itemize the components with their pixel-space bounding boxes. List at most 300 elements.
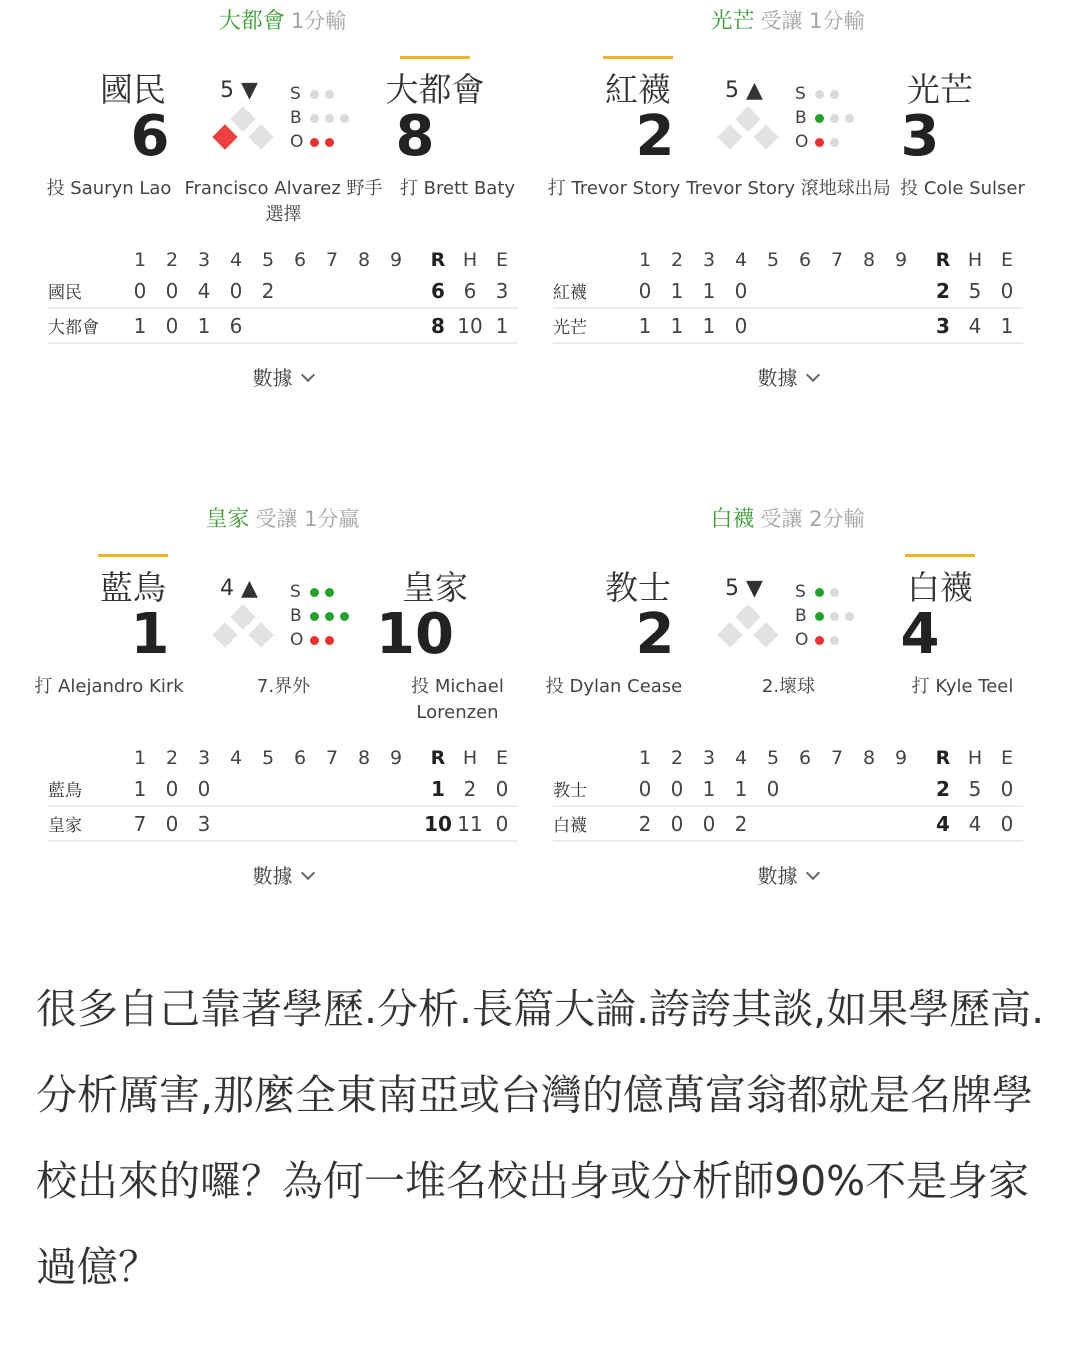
- inning-number: 8: [357, 249, 371, 271]
- count-dot: [830, 636, 839, 645]
- inning-score: 0: [220, 274, 252, 308]
- count-dot: [845, 114, 854, 123]
- inning-number: 7: [325, 747, 339, 769]
- runs: 4: [927, 806, 959, 841]
- batting-indicator: [603, 56, 673, 59]
- bases-diamond: [713, 606, 783, 656]
- linescore-row: [48, 308, 518, 343]
- inning-score: 6: [220, 308, 252, 343]
- half-inning-icon: ▲: [746, 78, 763, 103]
- errors: 0: [991, 274, 1023, 308]
- count-display: [290, 580, 355, 652]
- linescore-header: [553, 744, 1023, 772]
- inning-score: 0: [188, 772, 220, 806]
- count-dot: [830, 612, 839, 621]
- row-team: 紅襪: [553, 274, 629, 308]
- inning-number: 9: [389, 249, 403, 271]
- inning-score: [380, 772, 412, 806]
- inning-score: [380, 274, 412, 308]
- third-base: [717, 124, 742, 149]
- rhe-header: E: [495, 249, 508, 271]
- rhe-header: R: [935, 747, 951, 769]
- inning-number: 3: [702, 747, 716, 769]
- rhe-header: R: [430, 747, 446, 769]
- home-score: 10: [376, 602, 454, 667]
- linescore-row: [553, 274, 1023, 308]
- inning-score: 0: [693, 806, 725, 841]
- inning-number: 5: [261, 747, 275, 769]
- rhe-header: R: [935, 249, 951, 271]
- inning-score: [220, 806, 252, 841]
- out-dots: [815, 130, 845, 154]
- inning-score: [885, 274, 917, 308]
- game-header: [30, 4, 535, 35]
- linescore-row: [48, 806, 518, 841]
- count-dot: [830, 588, 839, 597]
- first-base: [248, 124, 273, 149]
- inning-number: 2: [165, 249, 179, 271]
- hits: 11: [454, 806, 486, 841]
- errors: 1: [991, 308, 1023, 343]
- balls-row: B: [795, 604, 860, 628]
- inning-score: 1: [124, 308, 156, 343]
- count-dot: [830, 90, 839, 99]
- count-display: [290, 82, 355, 154]
- row-team: 國民: [48, 274, 124, 308]
- inning-number: 3: [702, 249, 716, 271]
- rhe-header: H: [967, 249, 983, 271]
- third-base: [212, 622, 237, 647]
- count-dot: [310, 90, 319, 99]
- inning-score: 7: [124, 806, 156, 841]
- game-header: [535, 502, 1040, 533]
- bases-diamond: [208, 108, 278, 158]
- half-inning-icon: ▼: [241, 78, 258, 103]
- rhe-header: H: [967, 747, 983, 769]
- inning-score: [789, 274, 821, 308]
- inning-score: [316, 806, 348, 841]
- inning-number: 5: [220, 78, 234, 103]
- inning-score: 0: [661, 772, 693, 806]
- ball-dots: [815, 106, 860, 130]
- count-dot: [325, 588, 334, 597]
- right-player-info: 打 Kyle Teel: [911, 676, 1014, 697]
- inning-score: [316, 308, 348, 343]
- inning-score: 1: [693, 772, 725, 806]
- play-description: 7.界外: [256, 676, 311, 697]
- inning-score: 0: [156, 806, 188, 841]
- inning-indicator: [220, 78, 258, 103]
- errors: 0: [991, 806, 1023, 841]
- inning-number: 5: [766, 747, 780, 769]
- count-dot: [325, 138, 334, 147]
- inning-score: 0: [156, 308, 188, 343]
- rhe-header: H: [462, 747, 478, 769]
- right-player-info: 打 Brett Baty: [399, 178, 516, 199]
- inning-score: [316, 772, 348, 806]
- inning-score: [348, 308, 380, 343]
- rhe-header: E: [1000, 747, 1013, 769]
- bases-diamond: [713, 108, 783, 158]
- inning-score: [348, 274, 380, 308]
- second-base: [230, 604, 255, 629]
- balls-row: B: [795, 106, 860, 130]
- inning-score: [220, 772, 252, 806]
- count-dot: [310, 138, 319, 147]
- inning-score: [380, 806, 412, 841]
- inning-score: 0: [156, 772, 188, 806]
- inning-number: 5: [725, 576, 739, 601]
- away-team-name: 教士: [605, 568, 671, 607]
- left-player-info: 打 Alejandro Kirk: [34, 676, 184, 697]
- inning-number: 1: [133, 747, 147, 769]
- inning-score: 1: [661, 274, 693, 308]
- balls-row: B: [290, 604, 355, 628]
- home-score: 4: [900, 602, 940, 667]
- count-dot: [830, 138, 839, 147]
- count-dot: [325, 612, 334, 621]
- inning-indicator: [220, 576, 258, 601]
- inning-number: 3: [197, 747, 211, 769]
- header-team: 皇家: [205, 507, 250, 532]
- inning-score: [885, 806, 917, 841]
- inning-number: 8: [862, 249, 876, 271]
- outs-row: O: [290, 628, 355, 652]
- count-dot: [340, 612, 349, 621]
- away-score: 6: [130, 104, 170, 169]
- third-base: [212, 124, 237, 149]
- inning-score: [853, 806, 885, 841]
- inning-score: [284, 772, 316, 806]
- bases-diamond: [208, 606, 278, 656]
- inning-score: [757, 806, 789, 841]
- strike-dots: [310, 580, 340, 604]
- left-player-info: 投 Sauryn Lao: [46, 178, 172, 199]
- inning-score: 1: [693, 274, 725, 308]
- inning-number: 2: [670, 249, 684, 271]
- hits: 2: [454, 772, 486, 806]
- third-base: [717, 622, 742, 647]
- inning-score: 0: [661, 806, 693, 841]
- hits: 5: [959, 274, 991, 308]
- inning-score: 0: [725, 274, 757, 308]
- runs: 1: [422, 772, 454, 806]
- strikes-row: S: [795, 580, 860, 604]
- linescore-row: [553, 772, 1023, 806]
- hits: 4: [959, 806, 991, 841]
- inning-score: 0: [757, 772, 789, 806]
- inning-score: [821, 806, 853, 841]
- strikes-row: S: [795, 82, 860, 106]
- home-team-name: 大都會: [380, 64, 490, 111]
- away-team-name: 藍鳥: [78, 562, 188, 609]
- inning-score: [348, 772, 380, 806]
- play-description: 2.壞球: [761, 676, 816, 697]
- outs-row: O: [795, 628, 860, 652]
- inning-score: 3: [188, 806, 220, 841]
- count-dot: [815, 114, 824, 123]
- inning-score: 1: [629, 308, 661, 343]
- header-team: 光芒: [710, 9, 755, 34]
- count-dot: [815, 588, 824, 597]
- linescore-row: [553, 806, 1023, 841]
- first-base: [753, 124, 778, 149]
- inning-score: 1: [693, 308, 725, 343]
- inning-score: 2: [725, 806, 757, 841]
- game-card[interactable]: [30, 0, 535, 400]
- inning-number: 8: [357, 747, 371, 769]
- count-dot: [310, 636, 319, 645]
- hits: 10: [454, 308, 486, 343]
- hits: 4: [959, 308, 991, 343]
- game-card[interactable]: [30, 498, 535, 898]
- inning-score: [757, 308, 789, 343]
- inning-score: [757, 274, 789, 308]
- inning-number: 1: [638, 249, 652, 271]
- inning-number: 8: [862, 747, 876, 769]
- second-base: [735, 106, 760, 131]
- inning-number: 1: [133, 249, 147, 271]
- stats-toggle[interactable]: [30, 362, 535, 391]
- runs: 10: [422, 806, 454, 841]
- stats-label: 數據: [757, 366, 798, 390]
- runs: 8: [422, 308, 454, 343]
- row-team: 白襪: [553, 806, 629, 841]
- strike-dots: [815, 82, 845, 106]
- inning-score: 0: [124, 274, 156, 308]
- left-player-info: 打 Trevor Story: [547, 178, 681, 199]
- row-team: 教士: [553, 772, 629, 806]
- second-base: [230, 106, 255, 131]
- stats-toggle[interactable]: [535, 860, 1040, 889]
- rhe-header: E: [1000, 249, 1013, 271]
- inning-score: 0: [629, 772, 661, 806]
- inning-number: 5: [725, 78, 739, 103]
- inning-score: 1: [725, 772, 757, 806]
- inning-number: 9: [894, 747, 908, 769]
- first-base: [753, 622, 778, 647]
- inning-score: [853, 772, 885, 806]
- errors: 1: [486, 308, 518, 343]
- out-dots: [310, 628, 340, 652]
- inning-score: 0: [156, 274, 188, 308]
- inning-number: 2: [165, 747, 179, 769]
- inning-number: 7: [830, 747, 844, 769]
- inning-number: 5: [766, 249, 780, 271]
- strikes-row: S: [290, 82, 355, 106]
- inning-number: 6: [798, 249, 812, 271]
- ball-dots: [310, 106, 355, 130]
- linescore-row: [48, 274, 518, 308]
- outs-row: O: [290, 130, 355, 154]
- errors: 3: [486, 274, 518, 308]
- away-team-name: 紅襪: [583, 64, 693, 111]
- inning-score: 1: [661, 308, 693, 343]
- row-team: 皇家: [48, 806, 124, 841]
- away-score: 1: [130, 602, 170, 667]
- rhe-header: E: [495, 747, 508, 769]
- linescore-header: [48, 246, 518, 274]
- out-dots: [815, 628, 845, 652]
- right-player-info: 投 Cole Sulser: [900, 178, 1025, 199]
- inning-score: [284, 274, 316, 308]
- linescore-table: [553, 246, 1023, 344]
- inning-score: [380, 308, 412, 343]
- inning-indicator: [725, 576, 763, 601]
- first-base: [248, 622, 273, 647]
- inning-score: 0: [629, 274, 661, 308]
- linescore-header: [553, 246, 1023, 274]
- inning-score: [821, 308, 853, 343]
- inning-number: 9: [894, 249, 908, 271]
- second-base: [735, 604, 760, 629]
- runs: 6: [422, 274, 454, 308]
- inning-number: 5: [261, 249, 275, 271]
- strike-dots: [815, 580, 845, 604]
- linescore-table: [48, 744, 518, 842]
- count-dot: [310, 588, 319, 597]
- linescore-table: [48, 246, 518, 344]
- hits: 6: [454, 274, 486, 308]
- inning-number: 4: [229, 747, 243, 769]
- stats-toggle[interactable]: [535, 362, 1040, 391]
- inning-score: 1: [188, 308, 220, 343]
- inning-number: 9: [389, 747, 403, 769]
- count-dot: [815, 636, 824, 645]
- errors: 0: [486, 806, 518, 841]
- rhe-header: H: [462, 249, 478, 271]
- inning-number: 1: [638, 747, 652, 769]
- half-inning-icon: ▼: [746, 576, 763, 601]
- row-team: 光芒: [553, 308, 629, 343]
- stats-toggle[interactable]: [30, 860, 535, 889]
- inning-score: [252, 772, 284, 806]
- count-display: [795, 82, 860, 154]
- strikes-row: S: [290, 580, 355, 604]
- header-result: 1分輸: [290, 9, 347, 33]
- inning-score: [252, 308, 284, 343]
- stats-label: 數據: [757, 864, 798, 888]
- play-description: Francisco Alvarez 野手選擇: [184, 178, 383, 225]
- inning-score: 4: [188, 274, 220, 308]
- batting-indicator: [905, 554, 975, 557]
- inning-number: 4: [229, 249, 243, 271]
- linescore-row: [553, 308, 1023, 343]
- away-score: 2: [635, 602, 675, 667]
- stats-label: 數據: [252, 864, 293, 888]
- inning-number: 6: [293, 249, 307, 271]
- errors: 0: [991, 772, 1023, 806]
- inning-score: [821, 274, 853, 308]
- inning-number: 2: [670, 747, 684, 769]
- count-dot: [815, 612, 824, 621]
- header-result: 受讓 1分輸: [760, 9, 865, 33]
- outs-row: O: [795, 130, 860, 154]
- count-dot: [310, 612, 319, 621]
- right-player-info: 投 Michael Lorenzen: [411, 676, 504, 723]
- linescore-row: [48, 772, 518, 806]
- count-dot: [845, 612, 854, 621]
- inning-score: 0: [725, 308, 757, 343]
- game-card[interactable]: [535, 498, 1040, 898]
- inning-score: [821, 772, 853, 806]
- half-inning-icon: ▲: [241, 576, 258, 601]
- home-score: 8: [395, 104, 435, 169]
- stats-label: 數據: [252, 366, 293, 390]
- balls-row: B: [290, 106, 355, 130]
- inning-score: [853, 274, 885, 308]
- away-team-name: 國民: [100, 70, 166, 109]
- chevron-down-icon: [300, 866, 314, 880]
- inning-number: 6: [293, 747, 307, 769]
- inning-number: 4: [734, 747, 748, 769]
- inning-score: 1: [124, 772, 156, 806]
- header-result: 受讓 1分贏: [255, 507, 360, 531]
- post-text: 很多自己靠著學歷.分析.長篇大論.誇誇其談,如果學歷高.分析厲害,那麼全東南亞或台灣的億萬富翁都就是名牌學校出來的囉？為何一堆名校出身或分析師90%不是身家過億？: [36, 985, 1045, 1291]
- ball-dots: [310, 604, 355, 628]
- inning-number: 4: [734, 249, 748, 271]
- inning-score: [789, 806, 821, 841]
- count-display: [795, 580, 860, 652]
- inning-score: [853, 308, 885, 343]
- inning-score: 2: [252, 274, 284, 308]
- hits: 5: [959, 772, 991, 806]
- row-team: 大都會: [48, 308, 124, 343]
- inning-score: [789, 772, 821, 806]
- game-header: [535, 4, 1040, 35]
- inning-number: 6: [798, 747, 812, 769]
- home-team-name: 白襪: [885, 562, 995, 609]
- inning-score: 2: [629, 806, 661, 841]
- count-dot: [815, 90, 824, 99]
- count-dot: [310, 114, 319, 123]
- header-team: 白襪: [710, 507, 755, 532]
- away-score: 2: [635, 104, 675, 169]
- count-dot: [325, 90, 334, 99]
- out-dots: [310, 130, 340, 154]
- ball-dots: [815, 604, 860, 628]
- inning-indicator: [725, 78, 763, 103]
- inning-score: [789, 308, 821, 343]
- count-dot: [815, 138, 824, 147]
- game-card[interactable]: [535, 0, 1040, 400]
- inning-number: 7: [325, 249, 339, 271]
- header-result: 受讓 2分輸: [760, 507, 865, 531]
- left-player-info: 投 Dylan Cease: [545, 676, 683, 697]
- runs: 2: [927, 772, 959, 806]
- inning-number: 7: [830, 249, 844, 271]
- inning-score: [885, 308, 917, 343]
- count-dot: [830, 114, 839, 123]
- errors: 0: [486, 772, 518, 806]
- inning-number: 4: [220, 576, 234, 601]
- runs: 2: [927, 274, 959, 308]
- inning-number: 3: [197, 249, 211, 271]
- home-team-name: 皇家: [402, 568, 468, 607]
- inning-score: [284, 806, 316, 841]
- count-dot: [325, 636, 334, 645]
- home-team-name: 光芒: [907, 70, 973, 109]
- chevron-down-icon: [805, 368, 819, 382]
- chevron-down-icon: [805, 866, 819, 880]
- game-header: [30, 502, 535, 533]
- count-dot: [340, 114, 349, 123]
- count-dot: [325, 114, 334, 123]
- header-team: 大都會: [218, 9, 285, 34]
- linescore-header: [48, 744, 518, 772]
- linescore-table: [553, 744, 1023, 842]
- inning-score: [348, 806, 380, 841]
